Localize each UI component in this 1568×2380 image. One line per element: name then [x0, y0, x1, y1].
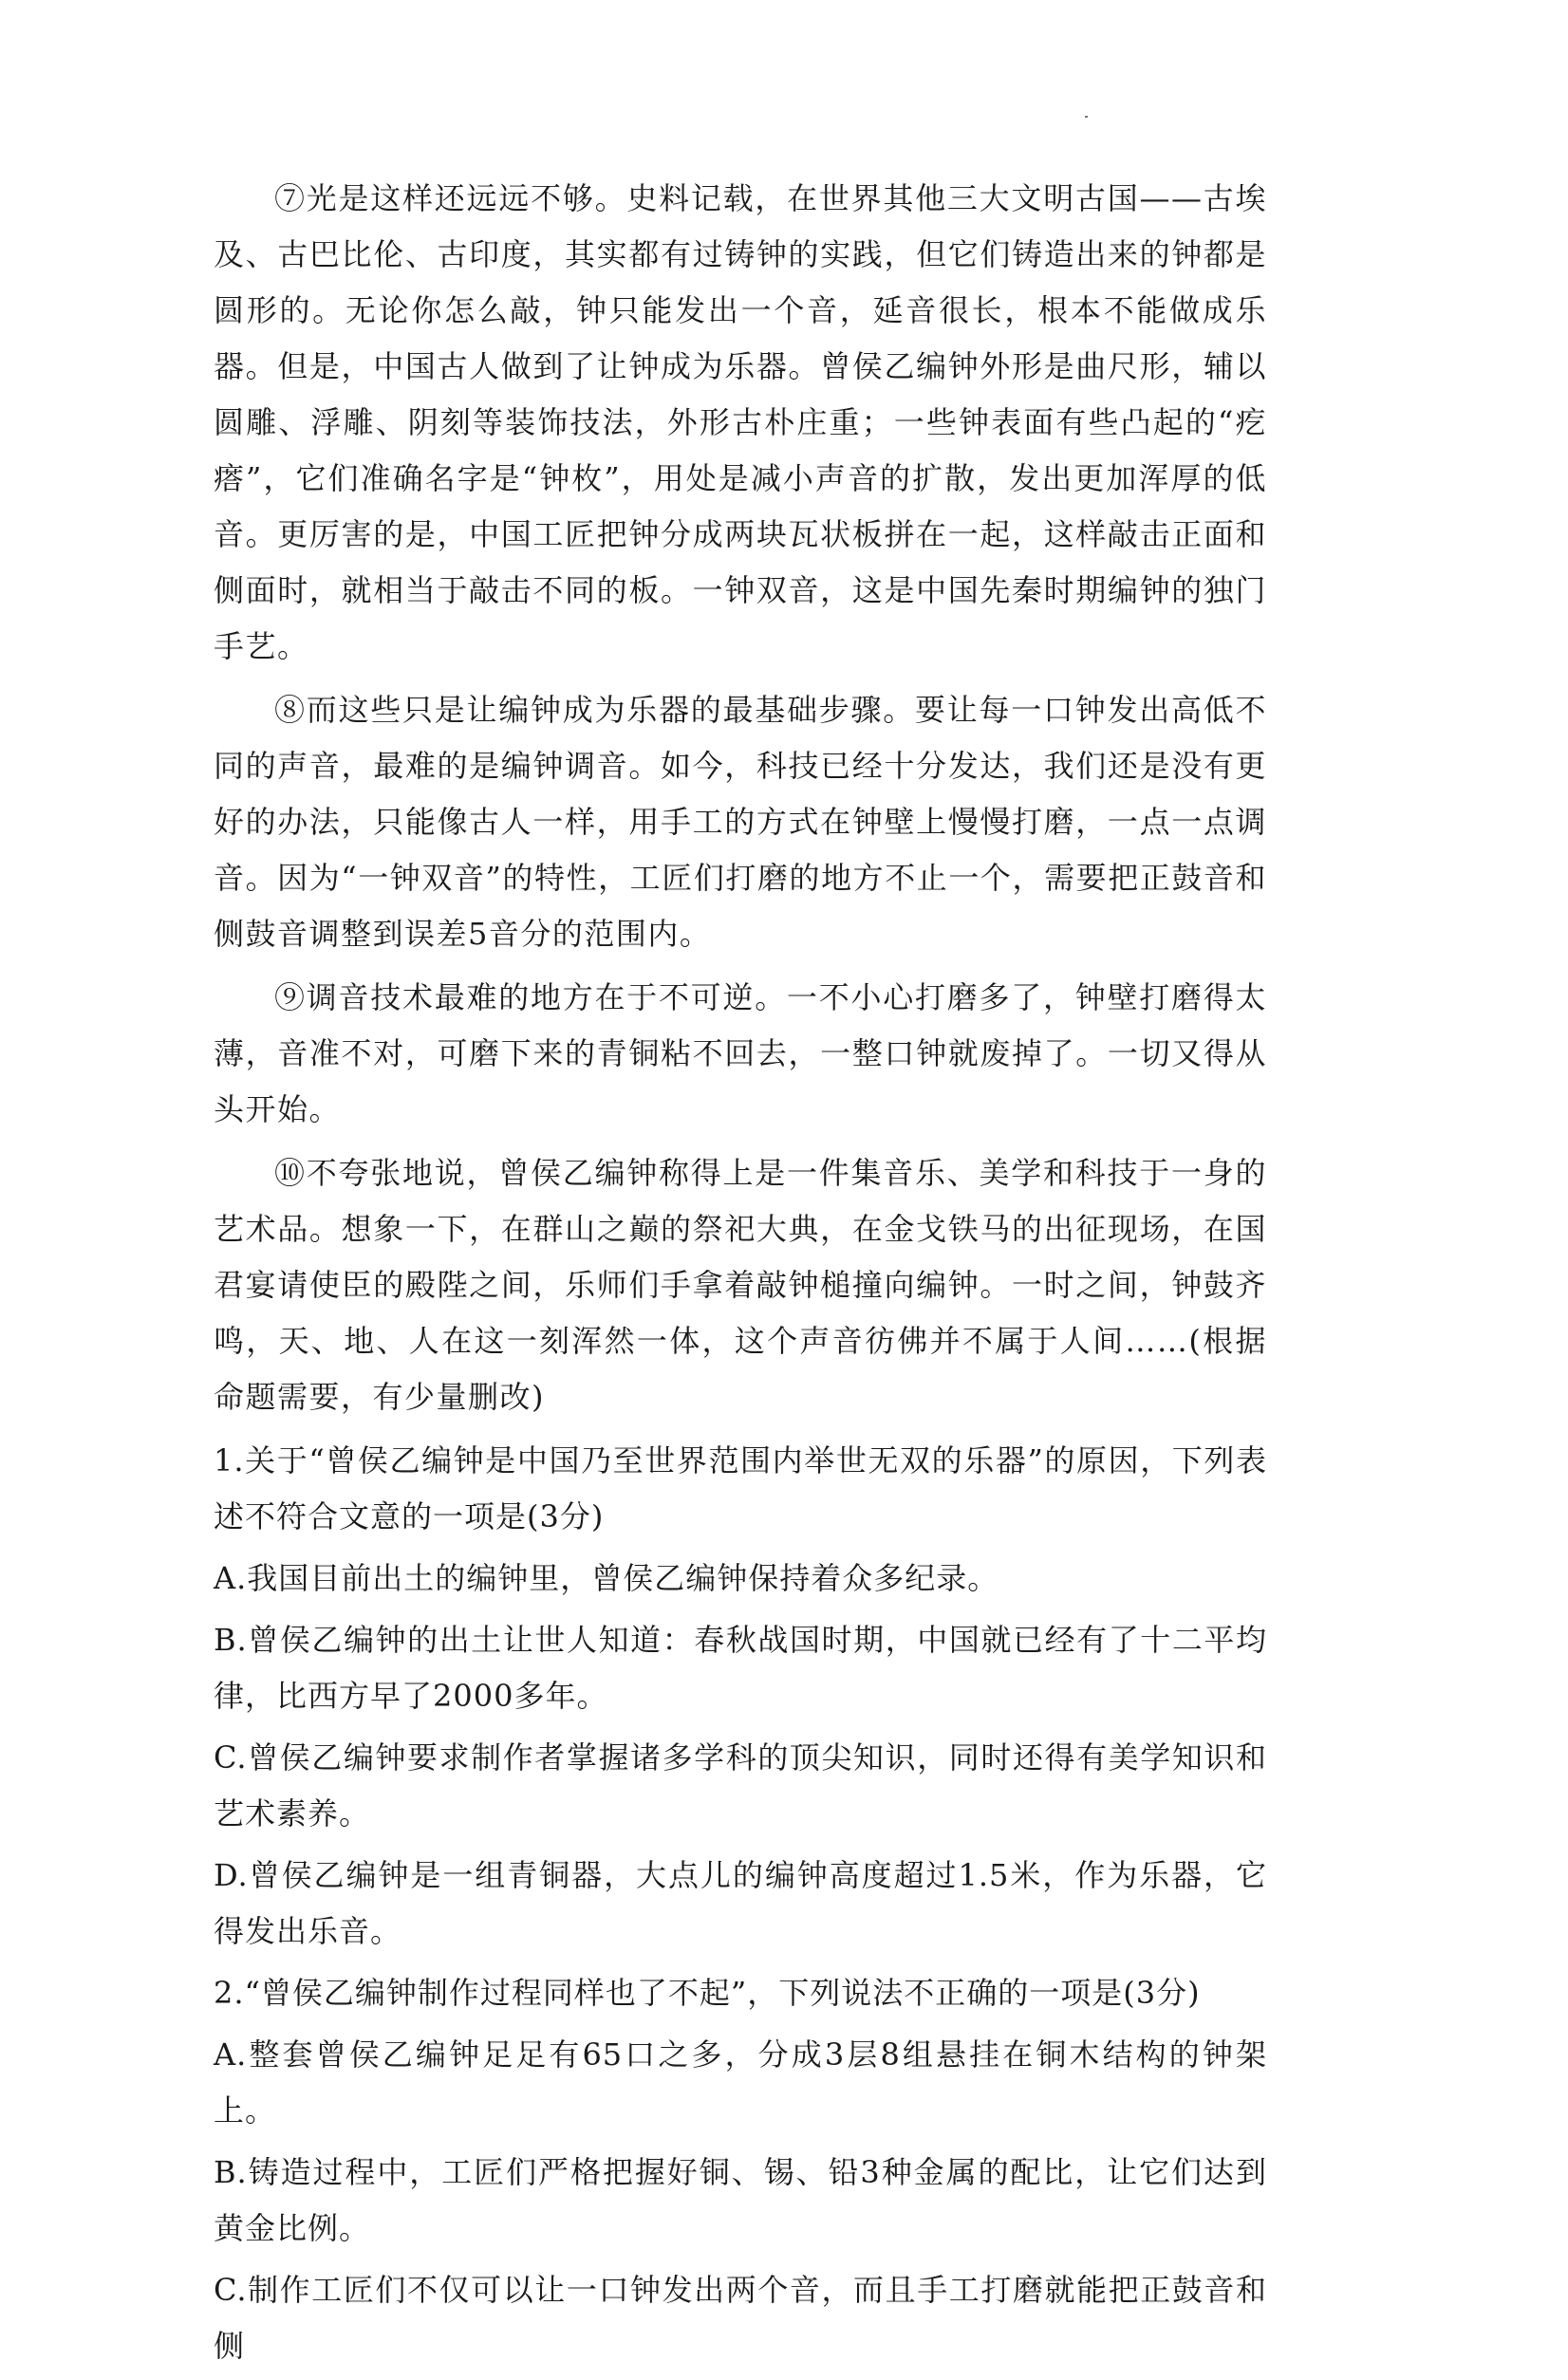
paragraph-8: ⑧而这些只是让编钟成为乐器的最基础步骤。要让每一口钟发出高低不同的声音，最难的是编钟调音。如今，科技已经十分发达，我们还是没有更好的办法，只能像古人一样，用手工的方式在钟壁上慢慢打磨，一点一点调音。因为“一钟双音”的特性，工匠们打磨的地方不止一个，需要把正鼓音和侧鼓音调整到误差5音分的范围内。: [214, 692, 1267, 952]
paragraph-10: ⑩不夸张地说，曾侯乙编钟称得上是一件集音乐、美学和科技于一身的艺术品。想象一下，在群山之巅的祭祀大典，在金戈铁马的出征现场，在国君宴请使臣的殿陛之间，乐师们手拿着敲钟槌撞向编钟。一时之间，钟鼓齐鸣，天、地、人在这一刻浑然一体，这个声音彷佛并不属于人间……(根据命题需要，有少量删改): [214, 1155, 1267, 1415]
question-1-stem: 1.关于“曾侯乙编钟是中国乃至世界范围内举世无双的乐器”的原因，下列表述不符合文意的一项是(3分): [214, 1442, 1267, 1534]
document-body: [214, 171, 1267, 2380]
question-1-option-d: D.曾侯乙编钟是一组青铜器，大点儿的编钟高度超过1.5米，作为乐器，它得发出乐音。: [214, 1857, 1267, 1949]
question-2-option-b: B.铸造过程中，工匠们严格把握好铜、锡、铅3种金属的配比，让它们达到黄金比例。: [214, 2154, 1267, 2246]
question-1-option-c: C.曾侯乙编钟要求制作者掌握诸多学科的顶尖知识，同时还得有美学知识和艺术素养。: [214, 1739, 1267, 1831]
question-2-option-a: A.整套曾侯乙编钟足足有65口之多，分成3层8组悬挂在铜木结构的钟架上。: [214, 2036, 1267, 2129]
question-2-stem: 2.“曾侯乙编钟制作过程同样也了不起”，下列说法不正确的一项是(3分): [214, 1975, 1201, 2011]
question-1-option-b: B.曾侯乙编钟的出土让世人知道：春秋战国时期，中国就已经有了十二平均律，比西方早了2000多年。: [214, 1622, 1267, 1714]
scan-speck: [1085, 116, 1088, 118]
question-2-option-c: C.制作工匠们不仅可以让一口钟发出两个音，而且手工打磨就能把正鼓音和侧: [214, 2272, 1267, 2364]
paragraph-7: ⑦光是这样还远远不够。史料记载，在世界其他三大文明古国——古埃及、古巴比伦、古印度，其实都有过铸钟的实践，但它们铸造出来的钟都是圆形的。无论你怎么敲，钟只能发出一个音，延音很长，根本不能做成乐器。但是，中国古人做到了让钟成为乐器。曾侯乙编钟外形是曲尺形，辅以圆雕、浮雕、阴刻等装饰技法，外形古朴庄重；一些钟表面有些凸起的“疙瘩”，它们准确名字是“钟枚”，用处是减小声音的扩散，发出更加浑厚的低音。更厉害的是，中国工匠把钟分成两块瓦状板拼在一起，这样敲击正面和侧面时，就相当于敲击不同的板。一钟双音，这是中国先秦时期编钟的独门手艺。: [214, 180, 1267, 664]
paragraph-9: ⑨调音技术最难的地方在于不可逆。一不小心打磨多了，钟壁打磨得太薄，音准不对，可磨下来的青铜粘不回去，一整口钟就废掉了。一切又得从头开始。: [214, 979, 1267, 1127]
question-1-option-a: A.我国目前出土的编钟里，曾侯乙编钟保持着众多纪录。: [214, 1560, 999, 1596]
